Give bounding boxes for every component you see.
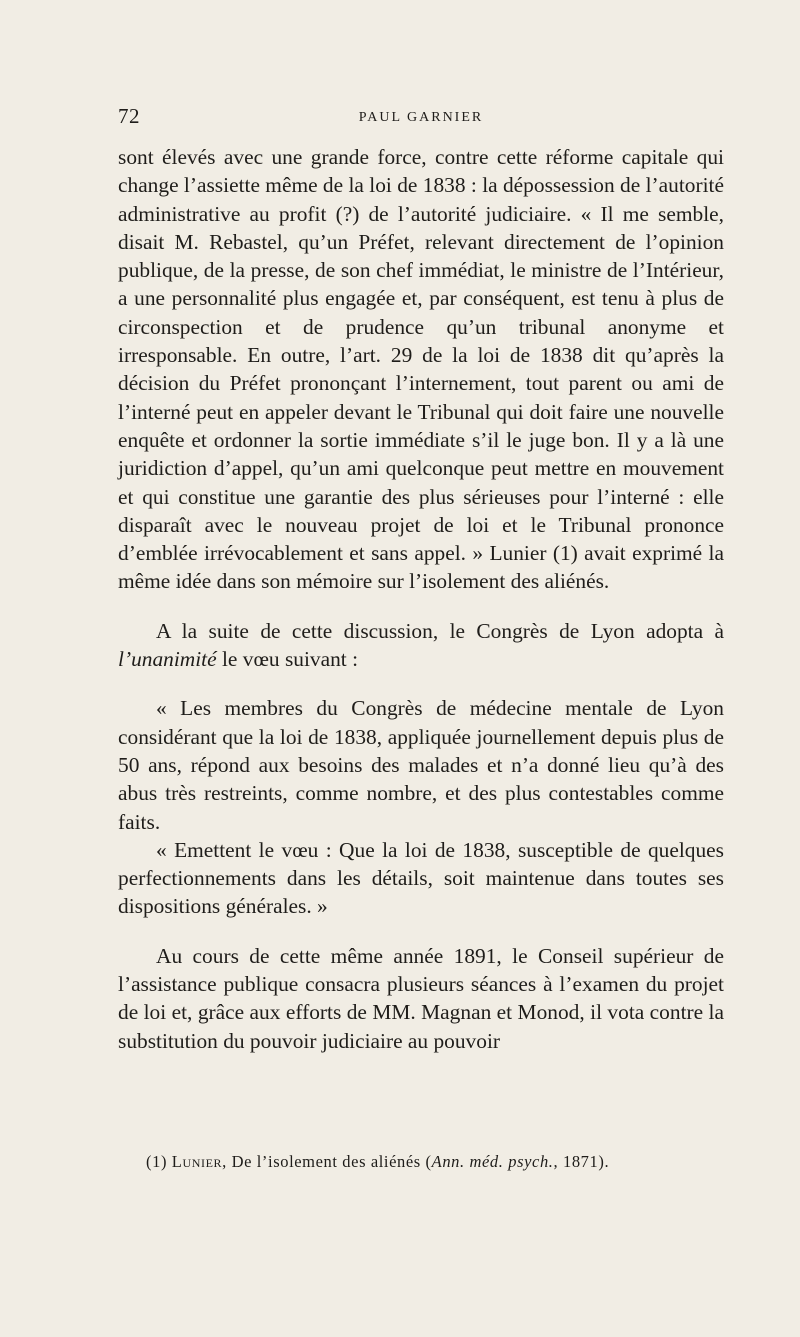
paragraph-1: sont élevés avec une grande force, contre cette réforme capitale qui change l’assiette même de la loi de 1838 : la dépossession de l’autorité administrative au profit (?) de l’autorité judiciaire. « Il me semble, disait M. Rebastel, qu’un Préfet, relevant directement de l’opinion publique, de la presse, de son chef immédiat, le ministre de l’Intérieur, a une personnalité plus engagée et, par conséquent, est tenu à plus de circonspection et de prudence qu’un tribunal anonyme et irresponsable. En outre, l’art. 29 de la loi de 1838 dit qu’après la décision du Préfet prononçant l’internement, tout parent ou ami de l’interné peut en appeler devant le Tribunal qui doit faire une nouvelle enquête et ordonner la sortie immédiate s’il le juge bon. Il y a là une juridiction d’appel, qu’un ami quelconque peut mettre en mouvement et qui constitue une garantie des plus sérieuses pour l’interné : elle disparaît avec le nouveau projet de loi et le Tribunal prononce d’emblée irrévocablement et sans appel. » Lunier (1) avait exprimé la même idée dans son mémoire sur l’isolement des aliénés.: [118, 145, 724, 594]
paragraph-5: Au cours de cette même année 1891, le Conseil supérieur de l’assistance publique consacra plusieurs séances à l’examen du projet de loi et, grâce aux efforts de MM. Magnan et Monod, il vota contre la substitution du pouvoir judiciaire au pouvoir: [118, 943, 724, 1053]
paragraph-2-italic: l’unanimité: [118, 647, 217, 672]
footnote-journal: Ann. méd. psych.: [431, 1152, 554, 1171]
paragraph-4: « Emettent le vœu : Que la loi de 1838, susceptible de quelques perfectionnements dans les détails, soit maintenue dans toutes ses dispositions générales. »: [118, 837, 724, 919]
paragraph-2: [118, 617, 724, 674]
footnote-text-after: , 1871).: [553, 1152, 610, 1171]
page-header: [118, 104, 724, 134]
body-text: [118, 143, 724, 1055]
running-head: PAUL GARNIER: [358, 110, 484, 125]
footnote: [146, 1151, 726, 1173]
page-number: 72: [118, 104, 140, 128]
paragraph-2-text-before: A la suite de cette discussion, le Congrès de Lyon adopta à: [156, 618, 724, 643]
footnote-author: Lunier: [171, 1152, 223, 1171]
footnote-marker: (1): [146, 1152, 168, 1171]
paragraph-3: « Les membres du Congrès de médecine mentale de Lyon considérant que la loi de 1838, appliquée journellement depuis plus de 50 ans, répond aux besoins des malades et n’a donné lieu qu’à des abus très restreints, comme nombre, et des plus contestables comme faits.: [118, 696, 724, 834]
footnote-text-before: , De l’isolement des aliénés (: [222, 1152, 432, 1171]
paragraph-2-text-after: le vœu suivant :: [216, 647, 359, 672]
